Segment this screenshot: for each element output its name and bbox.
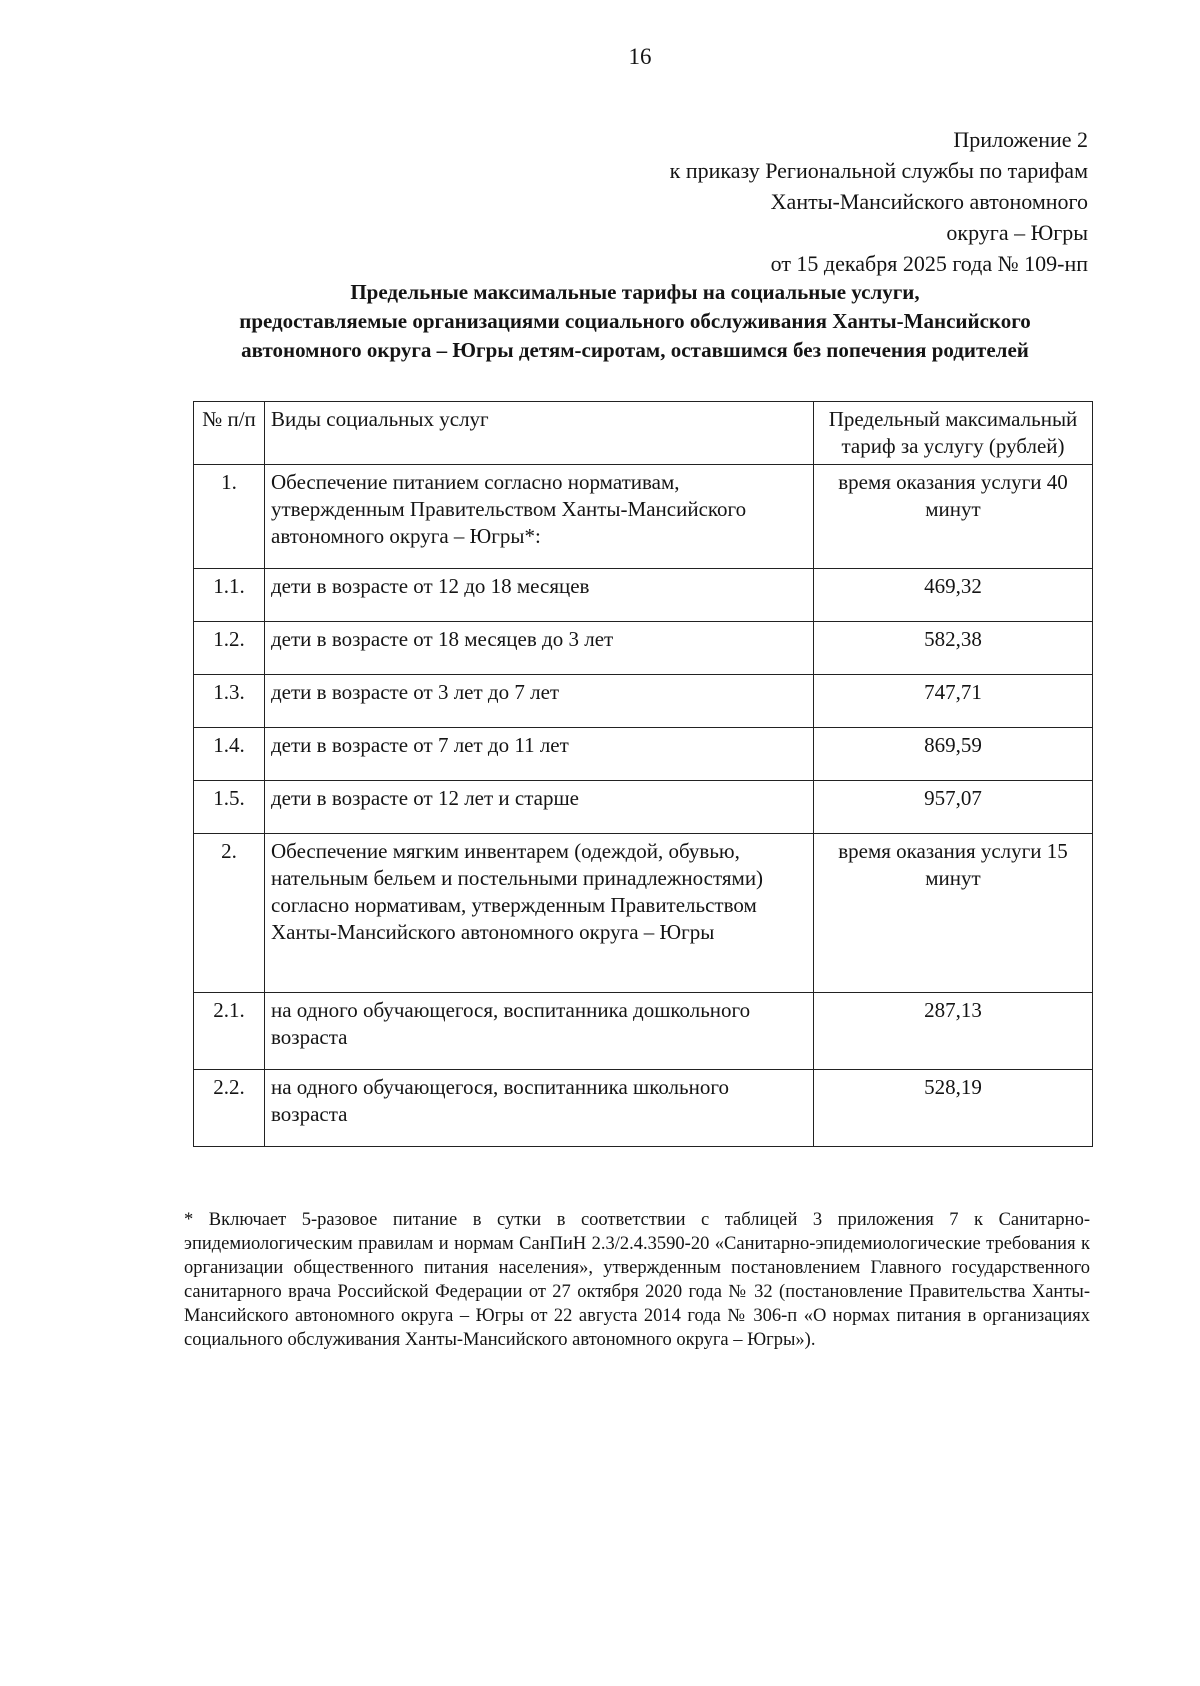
row-service: дети в возрасте от 7 лет до 11 лет (265, 728, 814, 781)
appendix-line: к приказу Региональной службы по тарифам (669, 158, 1088, 183)
row-num: 1.4. (194, 728, 265, 781)
table-row (194, 622, 1093, 675)
tariff-table (193, 401, 1093, 1147)
row-tariff: 869,59 (814, 728, 1093, 781)
row-service: на одного обучающегося, воспитанника дошкольного возраста (265, 993, 814, 1070)
appendix-line: Приложение 2 (953, 127, 1088, 152)
table-row (194, 781, 1093, 834)
table-row (194, 465, 1093, 569)
row-tariff: время оказания услуги 15 минут (814, 834, 1093, 993)
appendix-line: Ханты-Мансийского автономного (770, 189, 1088, 214)
title-line: предоставляемые организациями социального обслуживания Ханты-Мансийского (239, 309, 1031, 333)
header-num: № п/п (194, 402, 265, 465)
row-num: 2. (194, 834, 265, 993)
title-line: Предельные максимальные тарифы на социальные услуги, (350, 280, 920, 304)
appendix-line: округа – Югры (946, 220, 1088, 245)
row-tariff: 747,71 (814, 675, 1093, 728)
row-service: дети в возрасте от 12 лет и старше (265, 781, 814, 834)
row-num: 1.5. (194, 781, 265, 834)
row-num: 2.2. (194, 1070, 265, 1147)
header-service: Виды социальных услуг (265, 402, 814, 465)
table-row (194, 728, 1093, 781)
row-num: 1.3. (194, 675, 265, 728)
row-num: 1. (194, 465, 265, 569)
row-tariff: 957,07 (814, 781, 1093, 834)
row-service: дети в возрасте от 3 лет до 7 лет (265, 675, 814, 728)
document-title (180, 278, 1090, 365)
row-service: дети в возрасте от 12 до 18 месяцев (265, 569, 814, 622)
table-row (194, 1070, 1093, 1147)
row-num: 1.2. (194, 622, 265, 675)
row-tariff: время оказания услуги 40 минут (814, 465, 1093, 569)
row-num: 1.1. (194, 569, 265, 622)
table-row (194, 675, 1093, 728)
appendix-line: от 15 декабря 2025 года № 109-нп (770, 251, 1088, 276)
row-tariff: 287,13 (814, 993, 1093, 1070)
table-header-row (194, 402, 1093, 465)
page-number: 16 (628, 44, 652, 69)
footnote: * Включает 5-разовое питание в сутки в соответствии с таблицей 3 приложения 7 к Санитарно-эпидемиологическим правилам и нормам СанПиН 2.3/2.4.3590-20 «Санитарно-эпидемиологические требования к организации общественного питания населения», утвержденным постановлением Главного государственного санитарного врача Российской Федерации от 27 октября 2020 года № 32 (постановление Правительства Ханты-Мансийского автономного округа – Югры от 22 августа 2014 года № 306-п «О нормах питания в организациях социального обслуживания Ханты-Мансийского автономного округа – Югры»). (184, 1210, 1090, 1350)
row-tariff: 528,19 (814, 1070, 1093, 1147)
row-service: Обеспечение мягким инвентарем (одеждой, обувью, нательным бельем и постельными принадлежностями) согласно нормативам, утвержденным Правительством Ханты-Мансийского автономного округа – Югры (265, 834, 814, 993)
appendix-header (670, 124, 1088, 279)
row-tariff: 469,32 (814, 569, 1093, 622)
row-service: дети в возрасте от 18 месяцев до 3 лет (265, 622, 814, 675)
table-row (194, 834, 1093, 993)
row-tariff: 582,38 (814, 622, 1093, 675)
header-tariff: Предельный максимальный тариф за услугу (рублей) (814, 402, 1093, 465)
title-line: автономного округа – Югры детям-сиротам, оставшимся без попечения родителей (241, 338, 1029, 362)
table-row (194, 993, 1093, 1070)
row-service: Обеспечение питанием согласно нормативам, утвержденным Правительством Ханты-Мансийского автономного округа – Югры*: (265, 465, 814, 569)
table-row (194, 569, 1093, 622)
row-num: 2.1. (194, 993, 265, 1070)
row-service: на одного обучающегося, воспитанника школьного возраста (265, 1070, 814, 1147)
